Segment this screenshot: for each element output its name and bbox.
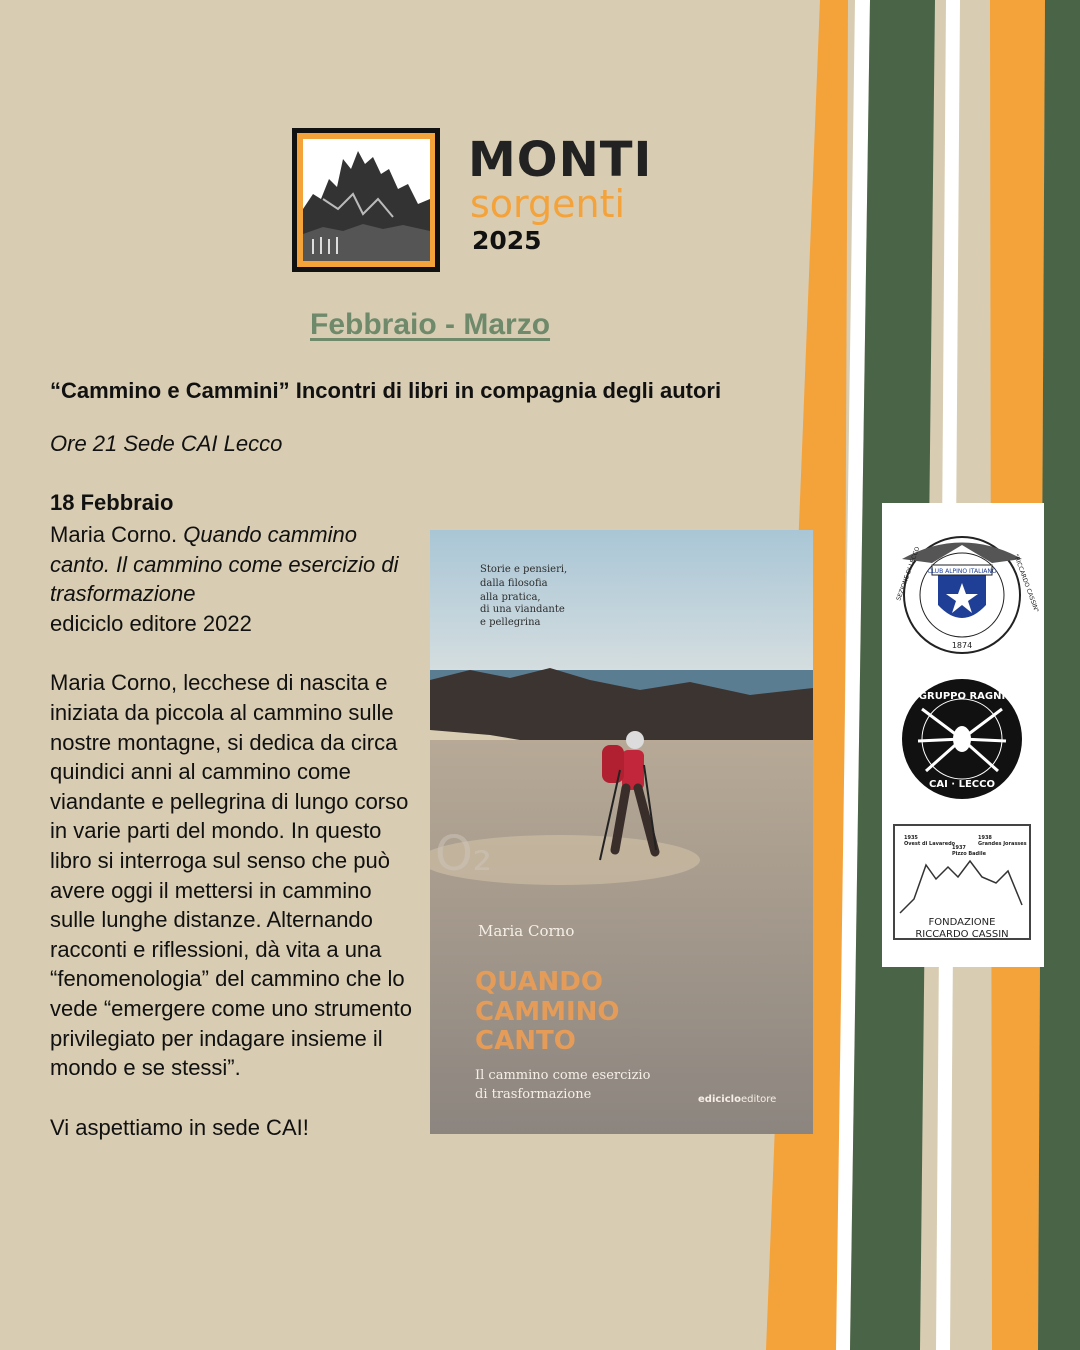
svg-text:CLUB ALPINO ITALIANO: CLUB ALPINO ITALIANO bbox=[927, 568, 997, 575]
svg-text:Ovest di Lavaredo: Ovest di Lavaredo bbox=[904, 841, 956, 847]
cover-author: Maria Corno bbox=[478, 922, 575, 940]
svg-text:1874: 1874 bbox=[951, 641, 973, 650]
book-publisher: ediciclo editore 2022 bbox=[50, 610, 252, 636]
cover-tagline: Storie e pensieri, dalla filosofia alla pratica, di una viandante e pellegrina bbox=[480, 564, 568, 628]
time-and-place: Ore 21 Sede CAI Lecco bbox=[50, 431, 283, 456]
svg-text:1937: 1937 bbox=[952, 845, 966, 851]
svg-text:1938: 1938 bbox=[978, 835, 992, 841]
brand-year: 2025 bbox=[472, 226, 542, 255]
svg-text:Grandes Jorasses: Grandes Jorasses bbox=[978, 841, 1027, 847]
partner-logos-panel bbox=[882, 503, 1044, 967]
event-description: Maria Corno, lecchese di nascita e iniziata da piccola al cammino sulle nostre montagne, si dedica da circa quindici anni al cammino come viandante e pellegrina di lungo corso in varie parti del mondo. In questo libro si interroga sul senso che può avere oggi il mettersi in cammino sulle lunghe distanze. Alternando racconti e riflessioni, dà vita a una “fenomenologia” del cammino che lo vede “emergere come uno strumento privilegiato per indagare insieme il mondo e se stessi”. bbox=[50, 670, 412, 1081]
book-author: Maria Corno. bbox=[50, 522, 178, 547]
brand-subtitle: sorgenti bbox=[470, 182, 626, 226]
svg-text:SEZIONE DI LECCO: SEZIONE DI LECCO bbox=[895, 545, 922, 602]
book-cover bbox=[430, 530, 813, 1134]
period-heading: Febbraio - Marzo bbox=[310, 308, 551, 341]
cai-lecco-logo bbox=[882, 531, 1044, 659]
cover-publisher: edicicloeditore bbox=[698, 1094, 777, 1105]
svg-text:Pizzo Badile: Pizzo Badile bbox=[952, 851, 986, 857]
event-text-column bbox=[50, 520, 420, 1142]
cover-subtitle: Il cammino come esercizio di trasformazione bbox=[475, 1068, 651, 1102]
fondazione-cassin-logo bbox=[882, 821, 1044, 945]
brand-title: MONTI bbox=[468, 132, 653, 188]
cover-title: QUANDO CAMMINO CANTO bbox=[475, 967, 620, 1056]
svg-text:GRUPPO RAGNI: GRUPPO RAGNI bbox=[918, 691, 1006, 702]
series-mark: O₂ bbox=[435, 826, 493, 882]
book-citation bbox=[50, 520, 420, 638]
series-headline: “Cammino e Cammini” Incontri di libri in compagnia degli autori bbox=[50, 378, 722, 403]
svg-text:1935: 1935 bbox=[904, 835, 918, 841]
svg-text:FONDAZIONE: FONDAZIONE bbox=[928, 917, 996, 928]
book-title: Quando cammino canto. Il cammino come esercizio di trasformazione bbox=[50, 522, 399, 607]
gruppo-ragni-logo bbox=[882, 675, 1044, 803]
mountain-sketch-icon bbox=[303, 139, 430, 261]
green-stripe bbox=[1038, 0, 1080, 1350]
svg-text:RICCARDO CASSIN: RICCARDO CASSIN bbox=[915, 929, 1009, 940]
logo-frame bbox=[292, 128, 440, 272]
event-date: 18 Febbraio bbox=[50, 490, 174, 515]
monti-sorgenti-logo bbox=[288, 122, 668, 282]
svg-text:"RICCARDO CASSIN": "RICCARDO CASSIN" bbox=[1012, 553, 1040, 614]
svg-text:CAI · LECCO: CAI · LECCO bbox=[929, 779, 995, 790]
closing-line: Vi aspettiamo in sede CAI! bbox=[50, 1114, 309, 1140]
